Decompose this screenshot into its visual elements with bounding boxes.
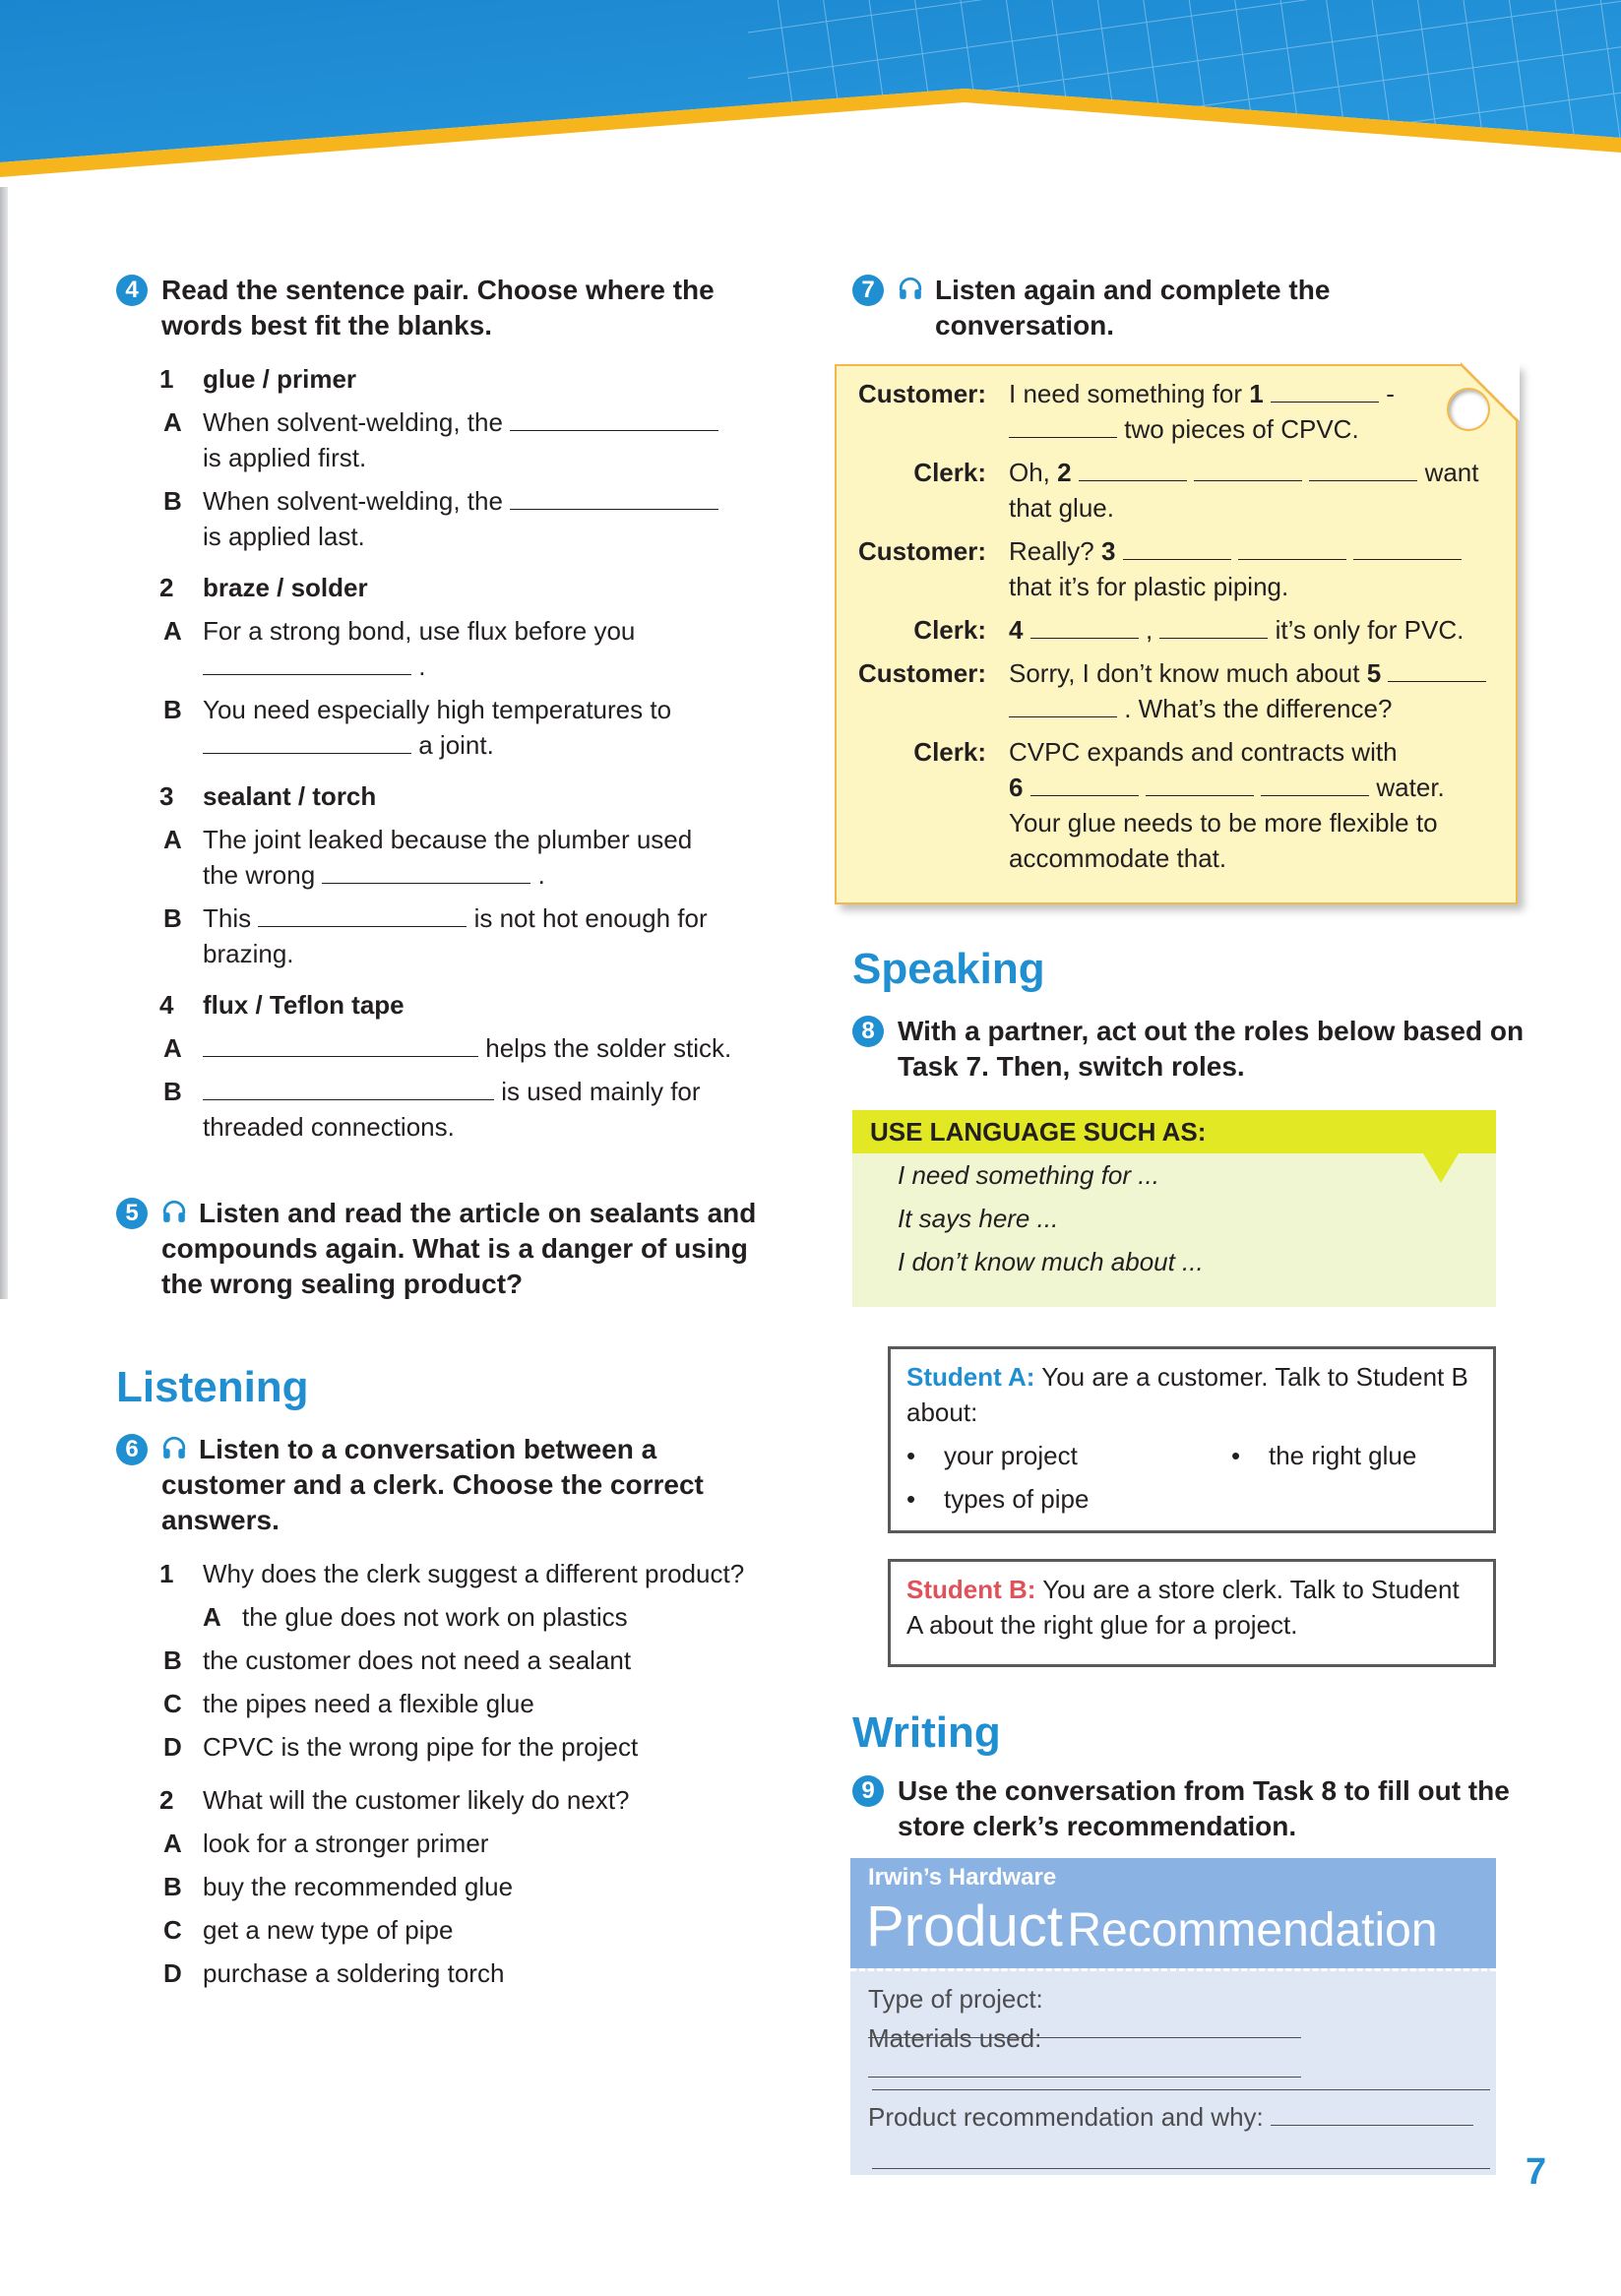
answer-blank[interactable]	[1123, 537, 1231, 560]
student-a-box	[888, 1346, 1496, 1533]
item-number: 1	[159, 364, 174, 394]
section-title-writing: Writing	[852, 1708, 1001, 1757]
option-text: look for a stronger primer	[203, 1829, 489, 1858]
option-letter: D	[163, 1732, 182, 1762]
task-4-heading	[116, 273, 776, 343]
option-text: purchase a soldering torch	[203, 1958, 505, 1988]
sentence-a: A For a strong bond, use flux before you .	[163, 616, 636, 681]
task-number-badge: 4	[116, 275, 148, 306]
section-title-speaking: Speaking	[852, 945, 1045, 993]
word-pair: flux / Teflon tape	[203, 990, 405, 1020]
sentence-text: a joint.	[418, 730, 494, 760]
field-line[interactable]	[872, 2059, 1490, 2090]
item-number: 4	[159, 990, 174, 1020]
language-box-pointer	[1423, 1153, 1459, 1183]
sentence-text: threaded connections.	[203, 1112, 455, 1142]
student-b-label: Student B:	[906, 1575, 1036, 1604]
form-divider	[850, 1968, 1496, 1971]
sentence-text: .	[537, 860, 545, 890]
task-7-heading	[852, 273, 1522, 343]
task-6-heading	[116, 1432, 776, 1538]
speaker-label: Clerk:	[913, 737, 986, 767]
form-title: Product Recommendation	[866, 1894, 1438, 1958]
answer-option[interactable]	[163, 1643, 776, 1678]
item-number: 2	[159, 573, 174, 602]
utterance: Oh, 2 want that glue.	[1009, 458, 1479, 523]
answer-blank[interactable]	[203, 652, 411, 675]
question-number: 1	[159, 1559, 174, 1588]
language-box	[852, 1110, 1496, 1307]
answer-blank[interactable]	[1388, 659, 1486, 682]
sentence-b: B When solvent-welding, the is applied last.	[203, 483, 776, 554]
sentence-text: You need especially high temperatures to	[203, 695, 672, 724]
answer-option[interactable]	[163, 1869, 776, 1904]
question	[159, 1556, 776, 1591]
student-b-text: You are a store clerk. Talk to Student A about the right glue for a project.	[906, 1575, 1460, 1640]
word-pair: sealant / torch	[203, 781, 377, 811]
sentence-text: This	[203, 903, 252, 933]
option-letter: B	[163, 1645, 182, 1675]
option-letter: C	[163, 1915, 182, 1945]
sentence-text: is applied first.	[203, 443, 367, 472]
answer-blank[interactable]	[203, 731, 411, 754]
task-number-badge: 5	[116, 1198, 148, 1229]
task-8-title: With a partner, act out the roles below based on Task 7. Then, switch roles.	[898, 1016, 1525, 1082]
speaker-label: Customer:	[857, 536, 986, 566]
answer-blank[interactable]	[510, 408, 718, 431]
utterance: I need something for 1 - two pieces of CPVC.	[1009, 379, 1395, 444]
task-number-badge: 9	[852, 1775, 884, 1807]
task-5-heading	[116, 1196, 776, 1302]
question-text: Why does the clerk suggest a different product?	[203, 1559, 745, 1588]
option-letter: C	[163, 1689, 182, 1718]
sentence-text: is not hot enough for	[473, 903, 708, 933]
phrase: I need something for ...	[898, 1160, 1159, 1190]
sentence-a: A When solvent-welding, the is applied first.	[203, 404, 776, 475]
form-field-materials[interactable]: Materials used:	[868, 2023, 1478, 2084]
utterance: Sorry, I don’t know much about 5 . What’s the difference?	[1009, 655, 1501, 726]
answer-blank[interactable]	[1009, 415, 1117, 438]
answer-blank[interactable]	[510, 487, 718, 510]
task-5-title: Listen and read the article on sealants and compounds again. What is a danger of using the wrong sealing product?	[161, 1198, 757, 1299]
answer-option[interactable]	[163, 1826, 776, 1861]
answer-option[interactable]	[163, 1912, 776, 1948]
utterance: CVPC expands and contracts with 6 water. Your glue needs to be more flexible to accommodate that.	[1009, 737, 1445, 873]
form-header	[850, 1858, 1496, 1968]
utterance: 4 , it’s only for PVC.	[1009, 615, 1465, 645]
answer-blank[interactable]	[258, 904, 467, 927]
sentence-b: B is used mainly for threaded connections.	[163, 1077, 701, 1142]
sentence-text: .	[418, 652, 426, 681]
form-field-continuation[interactable]	[872, 2059, 1490, 2090]
sentence-text: When solvent-welding, the	[203, 486, 503, 516]
form-field-continuation[interactable]	[872, 2138, 1490, 2169]
answer-option[interactable]	[163, 1955, 776, 1991]
task-4-items	[116, 361, 776, 1145]
phrase: I don’t know much about ...	[898, 1247, 1204, 1276]
section-title-listening: Listening	[116, 1363, 309, 1411]
answer-blank[interactable]	[1159, 616, 1268, 639]
conversation-note	[835, 364, 1518, 904]
answer-blank[interactable]	[203, 1078, 494, 1100]
sentence-text: When solvent-welding, the	[203, 407, 503, 437]
page-edge	[0, 187, 8, 1299]
sentence-b: B You need especially high temperatures to a joint.	[163, 695, 672, 760]
task-8-heading	[852, 1014, 1527, 1085]
form-field-project[interactable]: Type of project:	[868, 1984, 1478, 2045]
answer-blank[interactable]	[1009, 695, 1117, 717]
bullet-item: • the right glue	[1231, 1441, 1417, 1470]
question	[159, 1782, 776, 1818]
task-4-title: Read the sentence pair. Choose where the words best fit the blanks.	[161, 275, 715, 341]
recommendation-form	[850, 1858, 1496, 2175]
bullet-item: • types of pipe	[906, 1484, 1090, 1514]
answer-blank[interactable]	[1271, 380, 1379, 403]
task-7-heading-wrap	[852, 273, 1522, 343]
answer-blank[interactable]	[1079, 459, 1187, 481]
answer-blank[interactable]	[1030, 616, 1139, 639]
word-pair: glue / primer	[203, 364, 357, 394]
answer-blank[interactable]	[203, 1034, 478, 1057]
option-letter: A	[203, 1602, 221, 1632]
utterance: Really? 3 that it’s for plastic piping.	[1009, 533, 1501, 604]
task-6-questions	[116, 1556, 776, 1991]
option-text: the pipes need a flexible glue	[203, 1689, 534, 1718]
task-number-badge: 8	[852, 1016, 884, 1047]
answer-blank[interactable]	[1030, 774, 1139, 796]
sentence-text: is applied last.	[203, 522, 365, 551]
option-letter: D	[163, 1958, 182, 1988]
student-a-text: You are a customer. Talk to Student B about:	[906, 1362, 1468, 1427]
field-line[interactable]	[872, 2138, 1490, 2169]
list-item	[159, 987, 776, 1023]
headphones-icon	[161, 1199, 187, 1224]
answer-blank[interactable]	[1238, 537, 1346, 560]
question-text: What will the customer likely do next?	[203, 1785, 630, 1815]
field-line[interactable]	[1271, 2125, 1473, 2126]
answer-option[interactable]	[163, 1729, 776, 1765]
headphones-icon	[161, 1435, 187, 1460]
word-pair: braze / solder	[203, 573, 368, 602]
list-item	[159, 361, 776, 397]
answer-blank[interactable]	[1353, 537, 1462, 560]
answer-blank[interactable]	[1146, 774, 1254, 796]
sentence-text: helps the solder stick.	[485, 1033, 732, 1063]
form-field-recommendation[interactable]: Product recommendation and why:	[868, 2102, 1478, 2133]
option-letter: B	[163, 1872, 182, 1901]
phrase: It says here ...	[898, 1204, 1059, 1233]
task-number-badge: 6	[116, 1434, 148, 1465]
option-text: the glue does not work on plastics	[242, 1602, 628, 1632]
sentence-text: is used mainly for	[501, 1077, 701, 1106]
speaker-label: Customer:	[857, 658, 986, 688]
answer-option[interactable]	[163, 1599, 776, 1635]
bullet-item: • your project	[906, 1441, 1078, 1470]
left-column	[116, 273, 776, 1991]
option-text: the customer does not need a sealant	[203, 1645, 632, 1675]
speaker-label: Clerk:	[913, 458, 986, 487]
headphones-icon	[898, 276, 923, 301]
student-b-box	[888, 1559, 1496, 1667]
answer-blank[interactable]	[1194, 459, 1302, 481]
option-letter: A	[163, 1829, 182, 1858]
answer-option[interactable]	[163, 1686, 776, 1721]
task-6-title: Listen to a conversation between a customer and a clerk. Choose the correct answers.	[161, 1434, 704, 1535]
sentence-b: B This is not hot enough for brazing.	[163, 903, 708, 968]
sentence-text: For a strong bond, use flux before you	[203, 616, 636, 646]
answer-blank[interactable]	[1309, 459, 1417, 481]
sentence-text: the wrong	[203, 860, 316, 890]
answer-blank[interactable]	[322, 861, 530, 884]
task-number-badge: 7	[852, 275, 884, 306]
sentence-text: brazing.	[203, 939, 294, 968]
answer-blank[interactable]	[1261, 774, 1369, 796]
task-9-title: Use the conversation from Task 8 to fill out the store clerk’s recommendation.	[898, 1775, 1510, 1841]
option-text: buy the recommended glue	[203, 1872, 514, 1901]
list-item	[159, 570, 776, 605]
option-text: get a new type of pipe	[203, 1915, 454, 1945]
task-9-heading	[852, 1773, 1537, 1844]
task-7-title: Listen again and complete the conversation.	[935, 275, 1331, 341]
student-a-label: Student A:	[906, 1362, 1035, 1392]
language-box-heading: USE LANGUAGE SUCH AS:	[852, 1110, 1496, 1153]
speaker-label: Clerk:	[913, 615, 986, 645]
bullet-list	[906, 1438, 1477, 1519]
page-number: 7	[1526, 2151, 1547, 2193]
header-banner	[0, 0, 1621, 177]
list-item	[159, 778, 776, 814]
store-name: Irwin’s Hardware	[868, 1864, 1057, 1891]
question-number: 2	[159, 1785, 174, 1815]
item-number: 3	[159, 781, 174, 811]
sentence-a: A The joint leaked because the plumber used the wrong .	[163, 825, 693, 890]
speaker-label: Customer:	[857, 379, 986, 408]
sentence-text: The joint leaked because the plumber used	[203, 825, 693, 854]
option-text: CPVC is the wrong pipe for the project	[203, 1732, 639, 1762]
sentence-a: A helps the solder stick.	[163, 1033, 732, 1063]
